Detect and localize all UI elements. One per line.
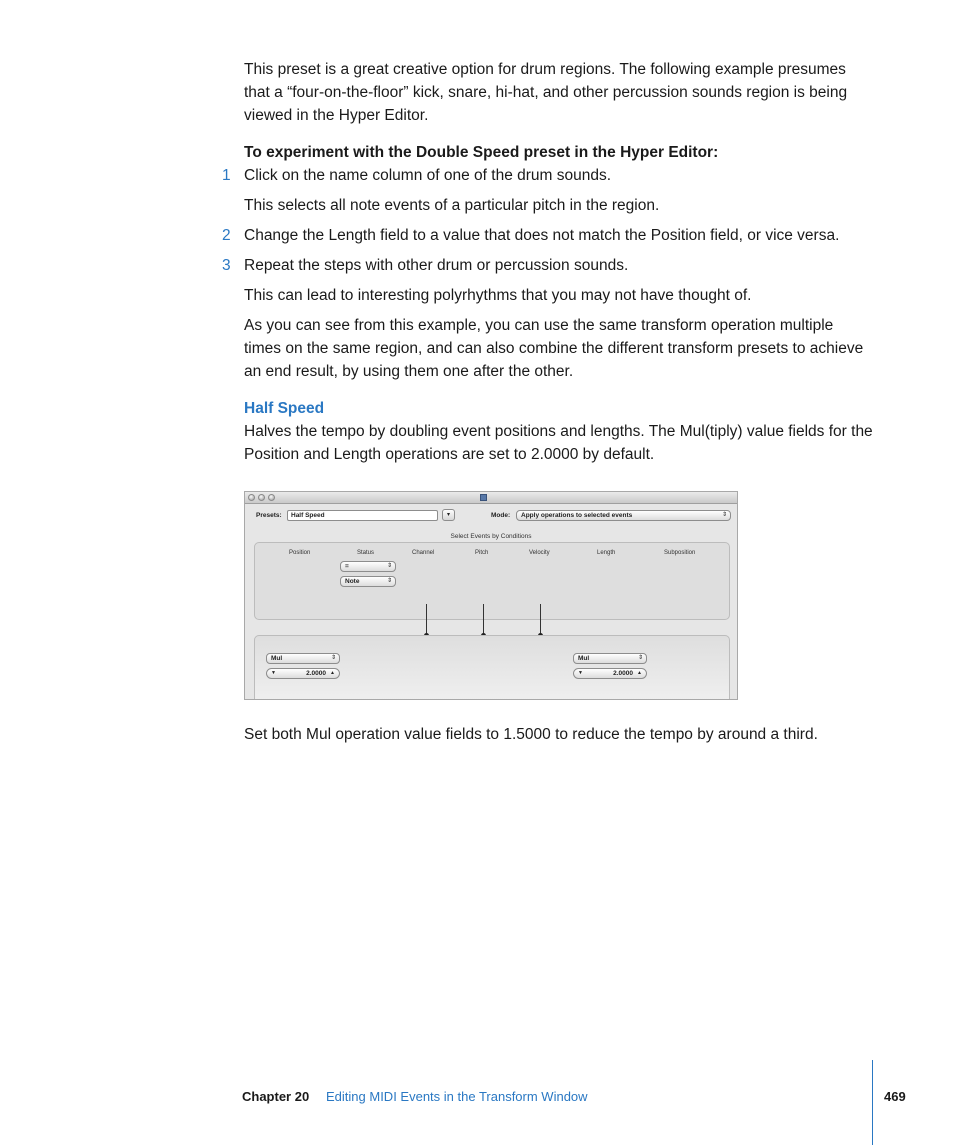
after-paragraph: Set both Mul operation value fields to 1.5000 to reduce the tempo by around a third. <box>244 726 818 743</box>
status-operator-select[interactable] <box>340 561 396 572</box>
stepper-up-icon[interactable]: ▲ <box>637 670 642 676</box>
presets-field[interactable] <box>287 510 438 521</box>
mode-select[interactable] <box>516 510 731 521</box>
status-operator-value: = <box>345 563 349 570</box>
window-icon <box>480 494 487 501</box>
footer-chapter: Chapter 20 <box>242 1089 310 1104</box>
dropdown-arrow-icon: ▾ <box>446 512 450 518</box>
closing-paragraph: As you can see from this example, you can use the same transform operation multiple times on the same region, and can also combine the different transform presets to achieve an end result, by using them one after the other. <box>244 317 864 380</box>
close-button[interactable] <box>248 494 255 501</box>
mode-label: Mode: <box>491 512 511 519</box>
intro-paragraph: This preset is a great creative option for drum regions. The following example presumes that a “four-on-the-floor” kick, snare, hi-hat, and other percussion sounds region is being viewed in the Hyper Editor. <box>244 61 848 124</box>
step-1-number: 1 <box>222 167 231 184</box>
step-2-text: Change the Length field to a value that does not match the Position field, or vice versa. <box>244 227 840 244</box>
mode-value: Apply operations to selected events <box>521 512 633 519</box>
conditions-panel <box>254 542 730 620</box>
zoom-button[interactable] <box>268 494 275 501</box>
footer-chapter-title: Editing MIDI Events in the Transform Window <box>326 1089 588 1104</box>
presets-value: Half Speed <box>291 512 325 519</box>
presets-dropdown-button[interactable] <box>442 509 455 521</box>
step-1-result: This selects all note events of a particular pitch in the region. <box>244 197 660 214</box>
popup-arrows-icon: ⇕ <box>386 578 392 584</box>
footer-divider <box>872 1060 873 1145</box>
column-length: Length <box>597 550 616 556</box>
section-heading: Half Speed <box>244 400 325 417</box>
column-status: Status <box>357 550 375 556</box>
position-value-stepper[interactable] <box>266 668 340 679</box>
status-value-select[interactable] <box>340 576 396 587</box>
task-heading: To experiment with the Double Speed preset in the Hyper Editor: <box>244 144 719 161</box>
conditions-title: Select Events by Conditions <box>450 533 532 540</box>
page-number: 469 <box>884 1089 906 1104</box>
position-value: 2.0000 <box>306 670 326 677</box>
window-titlebar <box>245 492 737 504</box>
column-pitch: Pitch <box>475 550 489 556</box>
length-value-stepper[interactable] <box>573 668 647 679</box>
minimize-button[interactable] <box>258 494 265 501</box>
stepper-down-icon[interactable]: ▼ <box>578 670 583 676</box>
position-operation-value: Mul <box>271 655 283 662</box>
popup-arrows-icon: ⇕ <box>637 655 643 661</box>
transform-window-screenshot <box>244 491 738 700</box>
column-subposition: Subposition <box>664 550 696 556</box>
operations-panel <box>254 635 730 700</box>
popup-arrows-icon: ⇕ <box>386 563 392 569</box>
status-value: Note <box>345 578 360 585</box>
column-position: Position <box>289 550 311 556</box>
popup-arrows-icon: ⇕ <box>330 655 336 661</box>
popup-arrows-icon: ⇕ <box>721 512 727 518</box>
section-paragraph: Halves the tempo by doubling event positions and lengths. The Mul(tiply) value fields for the Position and Length operations are set to 2.0000 by default. <box>244 423 873 463</box>
stepper-down-icon[interactable]: ▼ <box>271 670 276 676</box>
step-3-number: 3 <box>222 257 231 274</box>
length-operation-select[interactable] <box>573 653 647 664</box>
presets-label: Presets: <box>256 512 282 519</box>
stepper-up-icon[interactable]: ▲ <box>330 670 335 676</box>
step-3-text: Repeat the steps with other drum or percussion sounds. <box>244 257 629 274</box>
column-channel: Channel <box>412 550 435 556</box>
length-operation-value: Mul <box>578 655 590 662</box>
step-3-result: This can lead to interesting polyrhythms that you may not have thought of. <box>244 287 752 304</box>
step-1-text: Click on the name column of one of the drum sounds. <box>244 167 612 184</box>
length-value: 2.0000 <box>613 670 633 677</box>
column-velocity: Velocity <box>529 550 550 556</box>
step-2-number: 2 <box>222 227 231 244</box>
position-operation-select[interactable] <box>266 653 340 664</box>
